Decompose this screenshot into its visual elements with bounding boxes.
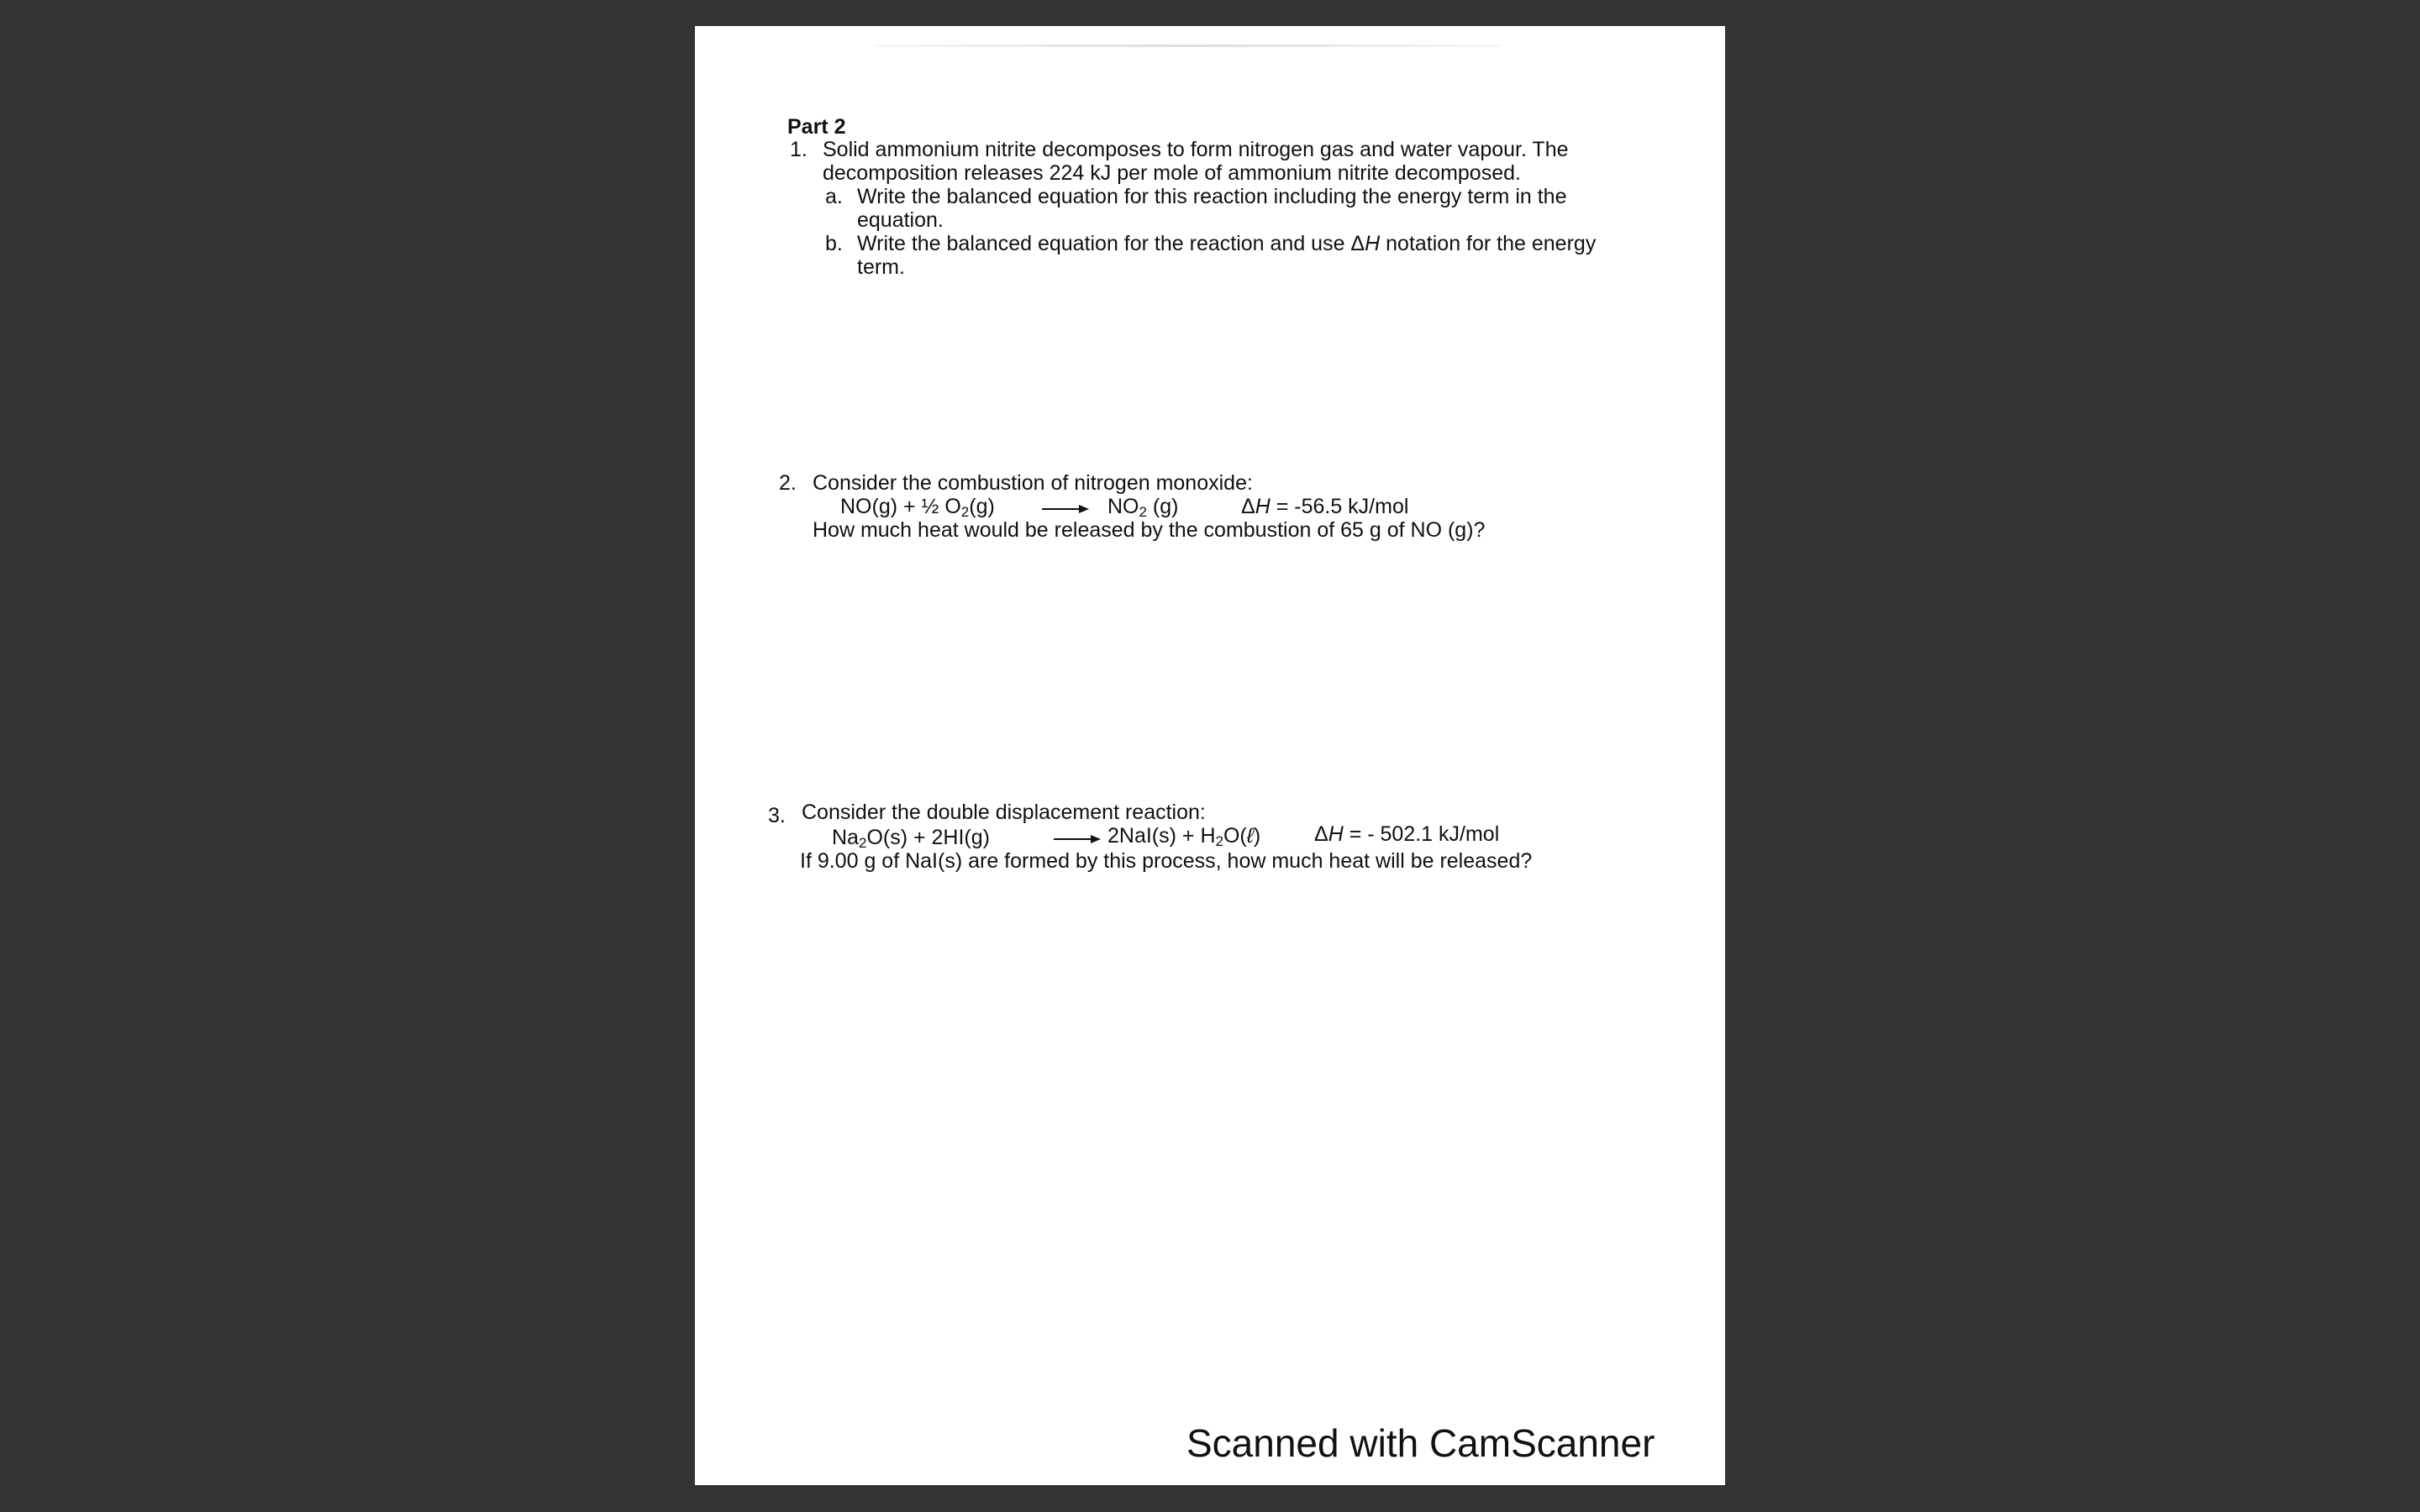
q2-reaction-arrow-icon [1042,504,1089,514]
q1b-text-pre: Write the balanced equation for the reaction and use Δ [857,232,1365,255]
q3-reactants-a: Na [832,826,859,849]
q1a-text-line1: Write the balanced equation for this reaction including the energy term in the [857,185,1567,208]
q2-product [1107,495,1178,519]
q1-text-line2: decomposition releases 224 kJ per mole of ammonium nitrite decomposed. [823,161,1521,185]
scan-streak [874,45,1500,47]
q2-reactants-b: (g) [969,495,995,518]
q3-products-a: 2NaI(s) + H [1107,824,1216,848]
q1b-text-var: H [1365,232,1381,255]
scanned-page [695,26,1725,1485]
q3-enthalpy [1314,822,1499,847]
q2-dh-value: = -56.5 kJ/mol [1270,495,1409,518]
q3-reaction-arrow-icon [1054,834,1101,844]
q2-product-b: (g) [1146,495,1179,518]
q2-reactants [840,495,995,519]
q2-product-a: NO [1107,495,1139,518]
q3-question: If 9.00 g of NaI(s) are formed by this process, how much heat will be released? [800,849,1533,873]
q3-reactants-b: O(s) + 2HI(g) [866,826,990,849]
q3-text-line1: Consider the double displacement reaction: [802,801,1206,824]
q2-dh-var: H [1255,495,1270,518]
q1b-text-line1 [857,232,1596,256]
q1b-label: b. [825,232,843,255]
q3-reactants-sub: 2 [858,835,867,851]
q3-dh-pre: Δ [1314,822,1328,846]
q1b-text-line2: term. [857,255,905,279]
q2-enthalpy [1241,495,1408,519]
camscanner-watermark: Scanned with CamScanner [1186,1421,1655,1465]
q1-number: 1. [790,138,808,161]
q1-text-line1: Solid ammonium nitrite decomposes to form nitrogen gas and water vapour. The [823,138,1569,161]
q1a-label: a. [825,185,843,208]
q1a-text-line2: equation. [857,208,944,232]
q2-question: How much heat would be released by the combustion of 65 g of NO (g)? [813,518,1486,542]
q3-products-l: ℓ [1246,824,1254,848]
q3-products-c: ) [1253,824,1261,848]
q2-product-sub: 2 [1139,504,1147,520]
q3-products [1107,824,1260,848]
q2-reactants-a: NO(g) + ½ O [840,495,961,518]
q2-text-line1: Consider the combustion of nitrogen monoxide: [813,471,1253,495]
q3-reactants [832,826,990,850]
q3-dh-var: H [1328,822,1344,846]
q2-number: 2. [779,471,797,495]
q1b-text-post: notation for the energy [1380,232,1597,255]
q2-reactants-sub: 2 [960,504,970,520]
q3-number: 3. [768,804,786,827]
q2-dh-pre: Δ [1241,495,1255,518]
q3-dh-value: = - 502.1 kJ/mol [1343,822,1500,846]
part-title: Part 2 [787,115,846,139]
q3-products-b: O( [1223,824,1247,848]
q3-products-sub: 2 [1215,833,1223,849]
